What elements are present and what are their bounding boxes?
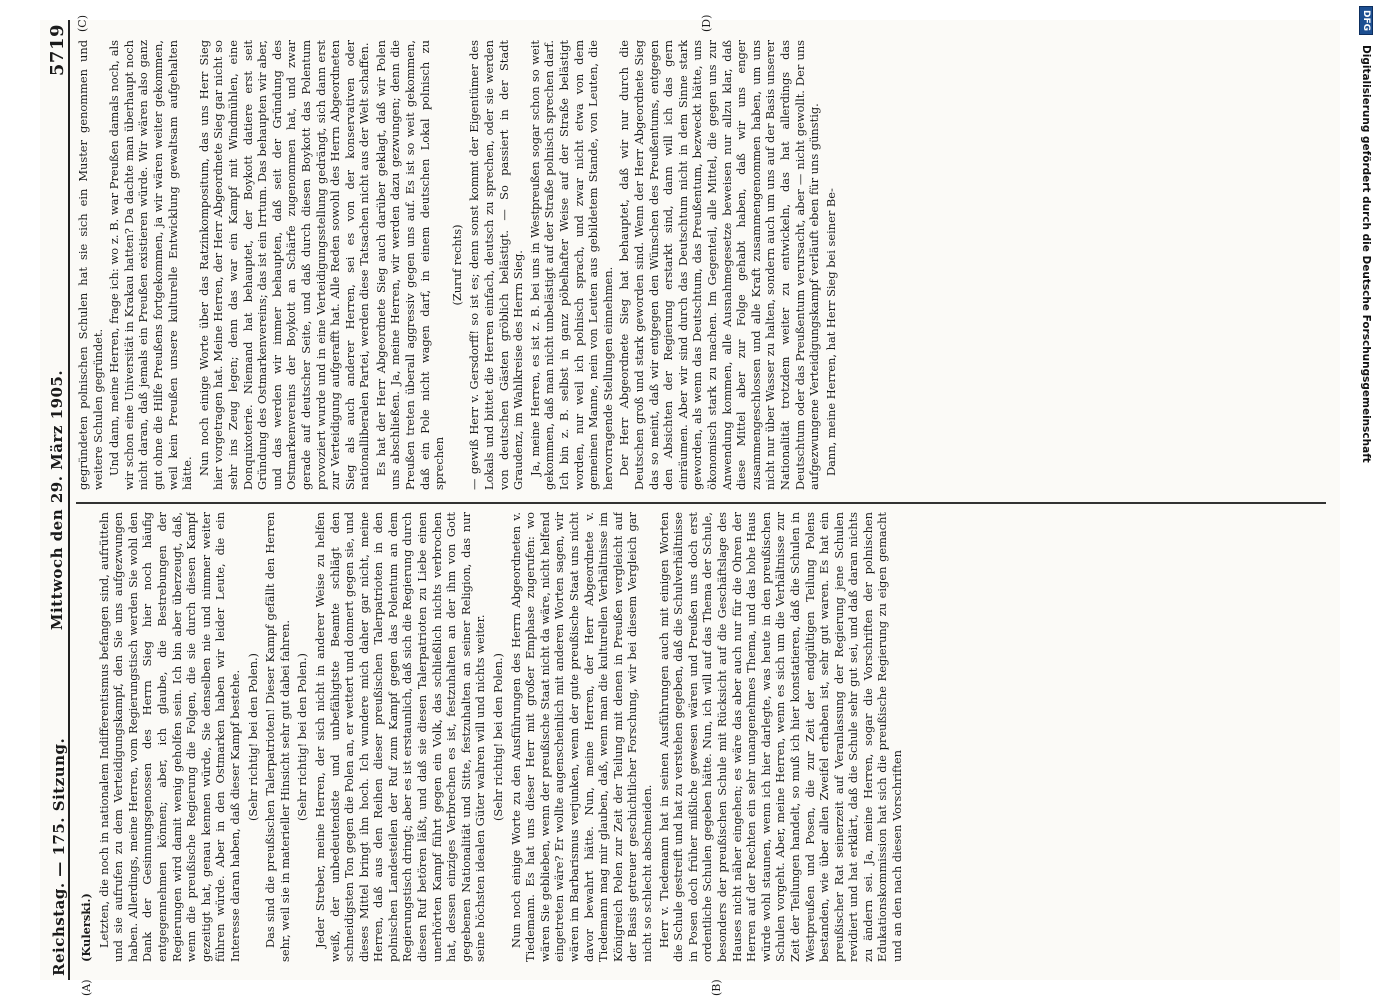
interjection: (Sehr richtig! bei den Polen.) — [491, 652, 506, 822]
margin-marker-c: (C) — [76, 15, 89, 32]
paragraph: gegründeten polnischen Schulen hat sie sich ein Muster genommen und weitere Schulen gegründet. — [76, 40, 105, 490]
paragraph: Das sind die preußischen Talerpatrioten! Dieser Kampf gefällt den Herren sehr, weil sie in materieller Hinsicht sehr gut dabei fahren. — [263, 512, 292, 962]
digitization-note — [1349, 0, 1383, 1000]
left-column — [76, 512, 1326, 962]
column-divider — [76, 503, 1326, 505]
paragraph: Dann, meine Herren, hat Herr Sieg bei seiner Be- — [823, 188, 838, 476]
interjection: (Zuruf rechts) — [449, 224, 464, 306]
page-number: 5719 — [47, 24, 68, 77]
page-header — [40, 20, 70, 980]
margin-marker-b: (B) — [710, 979, 723, 996]
header-date: Mittwoch den 29. März 1905. — [48, 369, 66, 631]
paragraph: Und dann, meine Herren, frage ich: wo z. B. war Preußen damals noch, als wir schon eine Universität in Krakau hatten? Da dachte man überhaupt noch nicht daran, daß jemals ein Preußen existieren würde. Wir wären also ganz gut ohne die Hilfe Preußens fortgekommen, ja wir wären weiter gekommen, weil kein Preußen unsere kulturelle Entwicklung gewaltsam aufgehalten hätte. — [107, 40, 195, 490]
paragraph: Nun noch einige Worte zu den Ausführungen des Herrn Abgeordneten v. Tiedemann. Es hat uns dieser Herr mit großer Emphase zugerufen: wo wären Sie geblieben, wenn der preußische Staat nicht da wäre, nicht helfend eingetreten wäre? Er wollte augenscheinlich mit anderen Worten sagen, wir wären im Barbarismus verjunken, wenn der gute preußische Staat uns nicht davor bewahrt hätte. Nun, meine Herren, der Herr Abgeordnete v. Tiedemann mag mir glauben, daß, wenn man die kulturellen Verhältnisse im Königreich Polen zur Zeit der Teilung mit denen in Preußen vergleicht auf der Basis getreuer geschichtlicher Forschung, wir bei diesem Vergleich gar nicht so schlecht abschneiden. — [508, 512, 654, 962]
paragraph: Nun noch einige Worte über das Ratzinkompositum, das uns Herr Sieg hier vorgetragen hat. Meine Herren, der Herr Abgeordnete Sieg gar nicht so sehr ins Zeug legen; denn das war ein Kampf mit Windmühlen, eine Donquixoterie. Niemand hat behauptet, der Boykott datiere erst seit Gründung des Ostmarkenvereins; das ist ein Irrtum. Das behaupten wir aber, und das werden wir immer behaupten, daß seit der Gründung des Ostmarkenvereins der Boykott an Schärfe zugenommen hat, und zwar gerade auf deutscher Seite, und daß durch diesen Boykott das Polentum provoziert wurde und in eine Verteidigungsstellung gedrängt, sich dann erst zur Verteidigung aufgerafft hat. Alle Reden sowohl des Herrn Abgeordneten Sieg als auch anderer Herren, sei es von der konservativen oder nationalliberalen Partei, werden diese Tatsachen nicht aus der Welt schaffen. — [196, 40, 372, 490]
margin-marker-a: (A) — [80, 979, 93, 996]
paragraph: Es hat der Herr Abgeordnete Sieg auch darüber geklagt, daß wir Polen uns abschließen. Ja, meine Herren, wir werden dazu gezwungen; denn die Preußen treten überall aggressiv gegen uns auf. Es ist so weit gekommen, daß ein Pole nicht wagen darf, in einem deutschen Lokal polnisch zu sprechen — [373, 40, 447, 490]
interjection: (Sehr richtig! bei den Polen.) — [245, 652, 260, 822]
interjection: (Sehr richtig! bei den Polen.) — [295, 652, 310, 822]
dfg-logo: DFG — [1359, 6, 1373, 35]
paragraph: Ja, meine Herren, es ist z. B. bei uns in Westpreußen sogar schon so weit gekommen, daß man nicht unbelästigt auf der Straße polnisch sprechen darf. Ich bin z. B. selbst in ganz pöbelhafter Weise auf der Straße belästigt worden, nur weil ich polnisch sprach, und zwar nicht etwa von dem gemeinen Manne, nein von Leuten aus gebildetem Stande, von Leuten, die hervorragende Stellungen einnehmen. — [527, 40, 615, 490]
paragraph: Der Herr Abgeordnete Sieg hat behauptet, daß wir nur durch die Deutschen groß und stark geworden sind. Wenn der Herr Abgeordnete Sieg das so meint, daß wir entgegen den Wünschen des Preußentums, entgegen den Absichten der Regierung erstarkt sind, dann will ich das gern einräumen. Aber wir sind durch das Deutschtum nicht in dem Sinne stark geworden, als wenn das Deutschtum, das Preußentum, bezweckt hätte, uns ökonomisch stark zu machen. Im Gegenteil, alle Mittel, die gegen uns zur Anwendung kommen, alle Ausnahmegesetze beweisen nur allzu klar, daß diese Mittel aber zur Folge gehabt haben, daß wir uns enger zusammengeschlossen und alle Kraft zusammengenommen haben, um uns nicht nur über Wasser zu halten, sondern auch um uns auf der Basis unserer Nationalität trotzdem weiter zu entwickeln, das hat allerdings das Deutschtum oder das Preußentum verursacht, aber — nicht gewollt. Der uns aufgezwungene Verteidigungskampf verläuft eben für uns günstig. — [617, 40, 822, 490]
speaker-name: (Kulerski.) — [79, 893, 93, 962]
right-column — [76, 40, 1326, 490]
header-left: Reichstag. — 175. Sitzung. — [50, 737, 68, 976]
paragraph: Jeder Streber, meine Herren, der sich nicht in anderer Weise zu helfen weiß, der unbedeutendste und unbefähigtste Beamte schlägt den schneidigsten Ton gegen die Polen an, er wettert und donnert gegen sie, und dieses Mittel bringt ihn hoch. Ich wundere mich daher gar nicht, meine Herren, daß aus den Reihen dieser preußischen Talerpatrioten in den polnischen Landesteilen der Ruf zum Kampf gegen das Polentum an dem Regierungstisch dringt; aber es ist erstaunlich, daß sich die Regierung durch diesen Ruf betören läßt, und daß sie diesen Talerpatrioten zu Liebe einen unerhörten Kampf führt gegen ein Volk, das schließlich nichts verbrochen hat, dessen einziges Verbrechen es ist, festzuhalten an der ihm von Gott gegebenen Nationalität und Sitte, festzuhalten an seiner Religion, das nur seine höchsten idealen Güter wahren will und nichts weiter. — [312, 512, 488, 962]
newspaper-page — [40, 14, 1340, 996]
paragraph: — gewiß Herr v. Gersdorff! so ist es; denn sonst kommt der Eigentümer des Lokals und bittet die Herren einfach, deutsch zu sprechen, oder sie werden von deutschen Gästen gröblich belästigt. — So passiert in der Stadt Graudenz, im Wahlkreise des Herrn Sieg. — [467, 40, 526, 490]
paragraph: Herr v. Tiedemann hat in seinen Ausführungen auch mit einigen Worten die Schule gestreift und hat zu verstehen gegeben, daß die Schulverhältnisse in Posen doch früher mißliche gewesen wären und Preußen uns doch erst ordentliche Schulen gegeben hätte. Nun, ich will auf das Thema der Schule, besonders der preußischen Schule mit Rücksicht auf die Geschäftslage des Hauses nicht näher eingehen; es wäre das aber auch nur für die Ohren der Herren auf der Rechten ein sehr unangenehmes Thema, und das hohe Haus würde wohl staunen, wenn ich hier darlegte, was heute in den preußischen Schulen vorgeht. Aber, meine Herren, wenn es sich um die Verhältnisse zur Zeit der Teilungen handelt, so muß ich hier konstatieren, daß die Schulen in Westpreußen und Posen, die zur Zeit der endgültigen Teilung Polens bestanden, wie über allen Zweifel erhaben ist, sehr gut waren. Es hat ein preußischer Rat seinerzeit auf Veranlassung der Regierung jene Schulen revidiert und hat erklärt, daß die Schule sehr gut sei, und daß daran nichts zu ändern sei. Ja, meine Herren, sogar die Vorschriften der polnischen Edukationskommission hat sich die preußische Regierung zu eigen gemacht und an den nach diesen Vorschriften — [656, 512, 905, 962]
dfg-credit: Digitalisierung gefördert durch die Deutsche Forschungsgemeinschaft — [1360, 45, 1372, 463]
paragraph: Letzten, die noch in nationalem Indifferentismus befangen sind, aufrütteln und sie aufrufen zu dem Verteidigungskampf, den Sie uns aufgezwungen haben. Allerdings, meine Herren, vom Regierungstisch werden Sie wohl den Dank der Gesinnungsgenossen des Herrn Sieg hier noch häufig entgegennehmen können; aber, ich glaube, die Bestrebungen der Regierungen wird damit wenig geholfen sein. Ich bin aber überzeugt, daß, wenn die preußische Regierung die Folgen, die sie durch diesen Kampf gezeitigt hat, genau kennen würde, Sie denselben nie und nimmer weiter führen würde. Aber in den Ostmarken haben wir leider Leute, die ein Interesse daran haben, daß dieser Kampf bestehe. — [96, 512, 242, 962]
margin-marker-d: (D) — [700, 14, 713, 32]
